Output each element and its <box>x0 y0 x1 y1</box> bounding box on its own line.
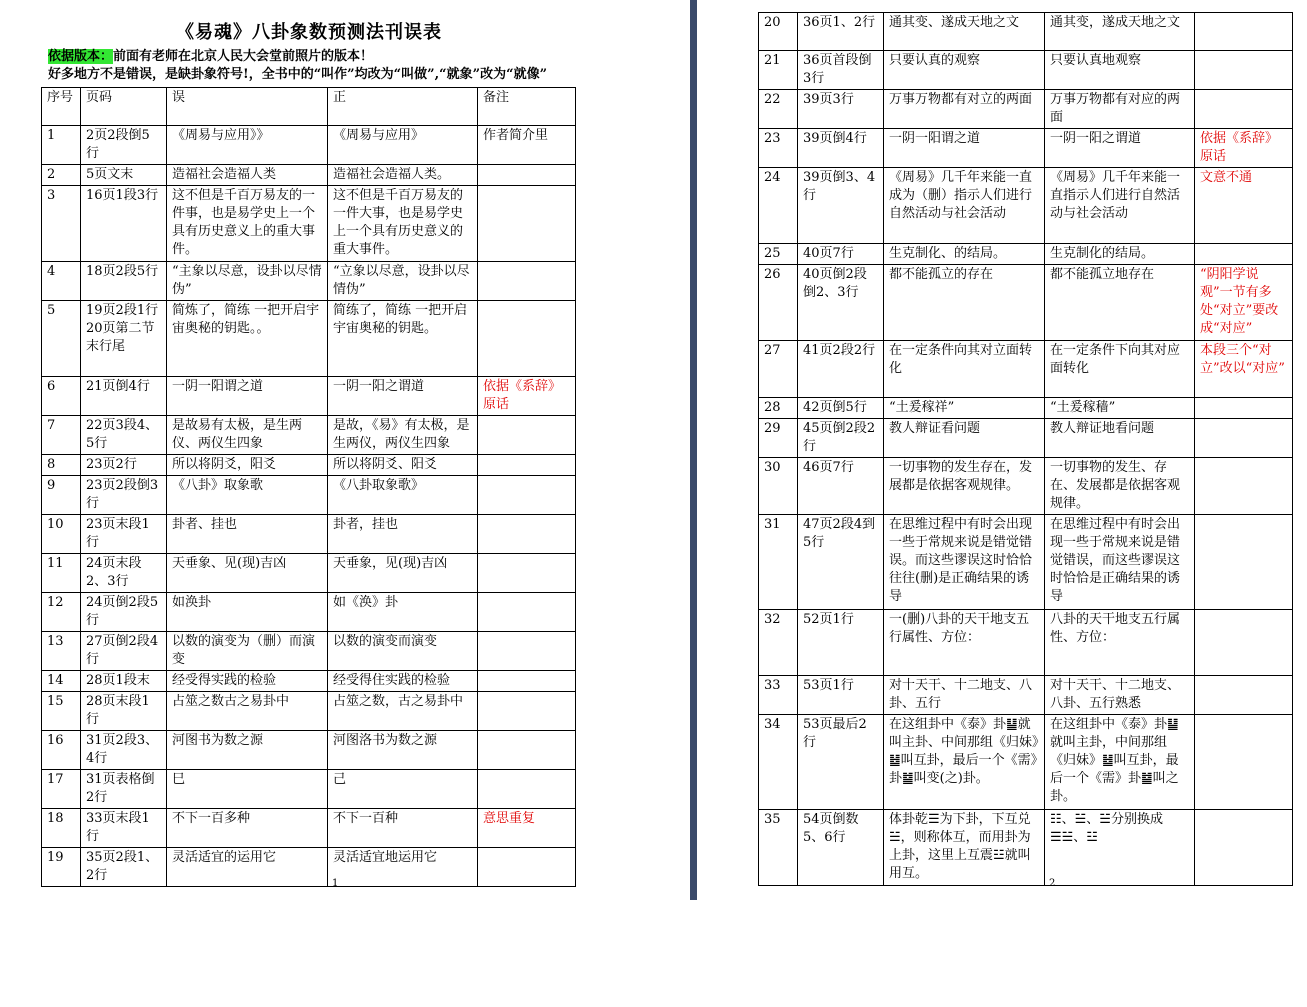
table-row <box>42 165 576 186</box>
general-note: 好多地方不是错误，是缺卦象符号!，全书中的“叫作”均改为“叫做”,“就象”改为“就像” <box>48 67 548 82</box>
table-row <box>759 244 1293 265</box>
row-note <box>478 476 576 515</box>
row-note <box>478 186 576 262</box>
row-note: 依据《系辞》原话 <box>1195 129 1293 168</box>
row-right: 不下一百种 <box>328 809 478 848</box>
table-row <box>42 770 576 809</box>
row-number: 11 <box>42 554 81 593</box>
row-page: 39页倒3、4行 <box>798 168 884 244</box>
page-divider <box>690 0 697 900</box>
table-row <box>42 416 576 455</box>
row-number: 23 <box>759 129 798 168</box>
row-page: 19页2段1行 20页第二节末行尾 <box>81 301 167 377</box>
row-wrong: “主象以尽意，设卦以尽情伪” <box>167 262 328 301</box>
doc-notes <box>48 48 688 84</box>
row-page: 40页7行 <box>798 244 884 265</box>
row-number: 14 <box>42 671 81 692</box>
row-wrong: 在这组卦中《泰》卦䷊就叫主卦、中间那组《归妹》䷵叫互卦，最后一个《需》卦䷄叫变(之)卦。 <box>884 715 1045 810</box>
row-right: 在思维过程中有时会出现一些于常规来说是错觉错误，而这些谬误这时恰恰是正确结果的诱导 <box>1045 515 1195 610</box>
row-right: 八卦的天干地支五行属性、方位： <box>1045 610 1195 676</box>
row-wrong: 体卦乾☰为下卦，下互兑☱，则称体互，而用卦为上卦，这里上互震☳就叫用互。 <box>884 810 1045 886</box>
table-row <box>42 126 576 165</box>
table-row <box>759 341 1293 398</box>
row-wrong: 一阴一阳谓之道 <box>167 377 328 416</box>
row-right: 己 <box>328 770 478 809</box>
row-right: 河图洛书为数之源 <box>328 731 478 770</box>
row-right: 教人辩证地看问题 <box>1045 419 1195 458</box>
row-page: 54页倒数5、6行 <box>798 810 884 886</box>
row-right: 在这组卦中《泰》卦䷊就叫主卦，中间那组《归妹》䷵叫互卦，最后一个《需》卦䷄叫之卦。 <box>1045 715 1195 810</box>
table-row <box>42 554 576 593</box>
row-right: 简练了，简练 一把开启宇宙奥秘的钥匙。 <box>328 301 478 377</box>
row-wrong: 不下一百多种 <box>167 809 328 848</box>
row-number: 6 <box>42 377 81 416</box>
row-wrong: 万事万物都有对立的两面 <box>884 90 1045 129</box>
row-note <box>1195 398 1293 419</box>
row-wrong: 对十天干、十二地支、八卦、五行 <box>884 676 1045 715</box>
row-wrong: 如涣卦 <box>167 593 328 632</box>
row-note <box>478 770 576 809</box>
row-right: 天垂象，见(现)吉凶 <box>328 554 478 593</box>
row-wrong: 《周易》几千年来能一直成为（删）指示人们进行自然活动与社会活动 <box>884 168 1045 244</box>
table-row <box>759 515 1293 610</box>
header-right: 正 <box>328 88 478 126</box>
row-right: 如《涣》卦 <box>328 593 478 632</box>
row-note <box>478 593 576 632</box>
row-right: 灵活适宜地运用它 <box>328 848 478 887</box>
row-number: 12 <box>42 593 81 632</box>
row-number: 29 <box>759 419 798 458</box>
header-note: 备注 <box>478 88 576 126</box>
row-right: “土爰稼穑” <box>1045 398 1195 419</box>
row-note <box>478 165 576 186</box>
row-page: 35页2段1、2行 <box>81 848 167 887</box>
row-number: 24 <box>759 168 798 244</box>
row-note <box>1195 515 1293 610</box>
row-note <box>1195 810 1293 886</box>
row-page: 36页1、2行 <box>798 13 884 51</box>
row-wrong: 造福社会造福人类 <box>167 165 328 186</box>
row-wrong: 一切事物的发生存在，发展都是依据客观规律。 <box>884 458 1045 515</box>
row-wrong: 河图书为数之源 <box>167 731 328 770</box>
row-number: 7 <box>42 416 81 455</box>
row-page: 53页1行 <box>798 676 884 715</box>
row-right: 占筮之数，古之易卦中 <box>328 692 478 731</box>
row-note <box>478 632 576 671</box>
row-wrong: 灵活适宜的运用它 <box>167 848 328 887</box>
row-number: 17 <box>42 770 81 809</box>
page-number: 1 <box>332 878 339 889</box>
row-wrong: 《八卦》取象歌 <box>167 476 328 515</box>
row-page: 46页7行 <box>798 458 884 515</box>
table-row <box>42 476 576 515</box>
row-wrong: 是故易有太极，是生两仪、两仪生四象 <box>167 416 328 455</box>
table-row <box>42 262 576 301</box>
table-header-row <box>42 88 576 126</box>
row-page: 39页3行 <box>798 90 884 129</box>
row-number: 30 <box>759 458 798 515</box>
row-wrong: 《周易与应用》》 <box>167 126 328 165</box>
row-note <box>1195 419 1293 458</box>
row-right: 生克制化的结局。 <box>1045 244 1195 265</box>
row-page: 18页2段5行 <box>81 262 167 301</box>
errata-table-page-1 <box>41 87 576 887</box>
row-page: 41页2段2行 <box>798 341 884 398</box>
row-note <box>1195 676 1293 715</box>
row-wrong: 只要认真的观察 <box>884 51 1045 90</box>
row-page: 31页2段3、4行 <box>81 731 167 770</box>
row-right: 都不能孤立地存在 <box>1045 265 1195 341</box>
row-note: 本段三个“对立”改以“对应” <box>1195 341 1293 398</box>
table-row <box>759 265 1293 341</box>
row-note <box>478 554 576 593</box>
row-note <box>1195 458 1293 515</box>
table-row <box>42 186 576 262</box>
row-page: 36页首段倒3行 <box>798 51 884 90</box>
table-row <box>42 731 576 770</box>
row-right: 所以将阴爻、阳爻 <box>328 455 478 476</box>
row-page: 40页倒2段倒2、3行 <box>798 265 884 341</box>
table-row <box>759 398 1293 419</box>
row-number: 16 <box>42 731 81 770</box>
row-right: 以数的演变而演变 <box>328 632 478 671</box>
table-row <box>759 51 1293 90</box>
row-wrong: 天垂象、见(现)吉凶 <box>167 554 328 593</box>
row-right: 一切事物的发生、存在、发展都是依据客观规律。 <box>1045 458 1195 515</box>
table-row <box>42 671 576 692</box>
row-number: 27 <box>759 341 798 398</box>
row-page: 42页倒5行 <box>798 398 884 419</box>
row-number: 35 <box>759 810 798 886</box>
row-right: 这不但是千百万易友的一件大事，也是易学史上一个具有历史意义的重大事件。 <box>328 186 478 262</box>
row-right: 《八卦取象歌》 <box>328 476 478 515</box>
row-note <box>1195 715 1293 810</box>
row-number: 20 <box>759 13 798 51</box>
table-row <box>759 610 1293 676</box>
row-number: 3 <box>42 186 81 262</box>
row-note <box>1195 13 1293 51</box>
row-note <box>1195 244 1293 265</box>
row-number: 33 <box>759 676 798 715</box>
header-wrong: 误 <box>167 88 328 126</box>
row-wrong: 都不能孤立的存在 <box>884 265 1045 341</box>
row-number: 15 <box>42 692 81 731</box>
row-wrong: 经受得实践的检验 <box>167 671 328 692</box>
table-row <box>42 515 576 554</box>
row-wrong: 所以将阴爻，阳爻 <box>167 455 328 476</box>
row-right: 造福社会造福人类。 <box>328 165 478 186</box>
row-number: 13 <box>42 632 81 671</box>
row-right: ☷、☱、☱分别换成☰☱、☳ <box>1045 810 1195 886</box>
row-page: 33页末段1行 <box>81 809 167 848</box>
edition-label: 依据版本： <box>48 49 114 64</box>
edition-text: 前面有老师在北京人民大会堂前照片的版本！ <box>113 49 374 64</box>
row-right: 是故，《易》有太极，是生两仪，两仪生四象 <box>328 416 478 455</box>
table-row <box>42 301 576 377</box>
row-note <box>1195 610 1293 676</box>
doc-title: 《易魂》八卦象数预测法刊误表 <box>176 22 442 43</box>
table-row <box>42 848 576 887</box>
row-page: 28页1段末 <box>81 671 167 692</box>
header-page: 页码 <box>81 88 167 126</box>
row-wrong: 在思维过程中有时会出现一些于常规来说是错觉错误。而这些谬误这时恰恰往往(删)是正确结果的诱导 <box>884 515 1045 610</box>
row-note <box>1195 51 1293 90</box>
page-number: 2 <box>1049 878 1056 889</box>
row-number: 21 <box>759 51 798 90</box>
row-number: 9 <box>42 476 81 515</box>
row-wrong: 占筮之数古之易卦中 <box>167 692 328 731</box>
row-page: 2页2段倒5行 <box>81 126 167 165</box>
row-wrong: 在一定条件向其对立面转化 <box>884 341 1045 398</box>
row-page: 22页3段4、5行 <box>81 416 167 455</box>
row-number: 5 <box>42 301 81 377</box>
row-note: “阴阳学说观”一节有多处“对立”要改成“对应” <box>1195 265 1293 341</box>
row-page: 16页1段3行 <box>81 186 167 262</box>
row-right: 《周易与应用》 <box>328 126 478 165</box>
row-number: 10 <box>42 515 81 554</box>
table-row <box>759 715 1293 810</box>
row-page: 23页2段倒3行 <box>81 476 167 515</box>
row-page: 21页倒4行 <box>81 377 167 416</box>
row-number: 25 <box>759 244 798 265</box>
table-row <box>42 377 576 416</box>
row-right: 一阴一阳之谓道 <box>328 377 478 416</box>
row-number: 1 <box>42 126 81 165</box>
row-wrong: 通其变、遂成天地之文 <box>884 13 1045 51</box>
row-number: 31 <box>759 515 798 610</box>
row-right: 在一定条件下向其对应面转化 <box>1045 341 1195 398</box>
row-page: 31页表格倒2行 <box>81 770 167 809</box>
row-note <box>478 671 576 692</box>
row-wrong: 卦者、挂也 <box>167 515 328 554</box>
table-row <box>42 455 576 476</box>
row-page: 39页倒4行 <box>798 129 884 168</box>
row-note: 意思重复 <box>478 809 576 848</box>
row-note <box>478 301 576 377</box>
row-note <box>478 416 576 455</box>
table-row <box>759 13 1293 51</box>
table-row <box>759 676 1293 715</box>
row-page: 47页2段4到5行 <box>798 515 884 610</box>
row-number: 32 <box>759 610 798 676</box>
row-wrong: 巳 <box>167 770 328 809</box>
table-row <box>759 810 1293 886</box>
row-note: 作者简介里 <box>478 126 576 165</box>
table-row <box>42 692 576 731</box>
row-right: 通其变，遂成天地之文 <box>1045 13 1195 51</box>
row-right: 经受得住实践的检验 <box>328 671 478 692</box>
row-page: 53页最后2行 <box>798 715 884 810</box>
row-note <box>478 692 576 731</box>
row-wrong: 一阴一阳谓之道 <box>884 129 1045 168</box>
row-page: 5页文末 <box>81 165 167 186</box>
row-note: 文意不通 <box>1195 168 1293 244</box>
row-number: 8 <box>42 455 81 476</box>
table-row <box>42 593 576 632</box>
row-right: 只要认真地观察 <box>1045 51 1195 90</box>
table-row <box>759 129 1293 168</box>
table-row <box>759 168 1293 244</box>
row-right: 一阴一阳之谓道 <box>1045 129 1195 168</box>
table-row <box>759 419 1293 458</box>
row-wrong: 简炼了，简练 一把开启宇宙奥秘的钥匙。。 <box>167 301 328 377</box>
row-note: 依据《系辞》原话 <box>478 377 576 416</box>
row-page: 24页倒2段5行 <box>81 593 167 632</box>
row-note <box>478 731 576 770</box>
header-no: 序号 <box>42 88 81 126</box>
row-wrong: “土爰稼祥” <box>884 398 1045 419</box>
row-right: 对十天干、十二地支、八卦、五行熟悉 <box>1045 676 1195 715</box>
row-note <box>478 262 576 301</box>
row-number: 28 <box>759 398 798 419</box>
row-page: 27页倒2段4行 <box>81 632 167 671</box>
row-number: 19 <box>42 848 81 887</box>
table-row <box>759 90 1293 129</box>
row-note <box>478 455 576 476</box>
row-page: 23页2行 <box>81 455 167 476</box>
row-page: 28页末段1行 <box>81 692 167 731</box>
row-note <box>478 848 576 887</box>
row-wrong: 以数的演变为（删）而演变 <box>167 632 328 671</box>
table-row <box>759 458 1293 515</box>
row-wrong: 教人辩证看问题 <box>884 419 1045 458</box>
row-right: 《周易》几千年来能一直指示人们进行自然活动与社会活动 <box>1045 168 1195 244</box>
row-right: “立象以尽意，设卦以尽情伪” <box>328 262 478 301</box>
page-1 <box>0 0 690 900</box>
row-number: 34 <box>759 715 798 810</box>
row-wrong: 一(删)八卦的天干地支五行属性、方位： <box>884 610 1045 676</box>
row-page: 24页末段2、3行 <box>81 554 167 593</box>
row-wrong: 这不但是千百万易友的一件事，也是易学史上一个具有历史意义上的重大事件。 <box>167 186 328 262</box>
row-right: 卦者，挂也 <box>328 515 478 554</box>
row-note <box>1195 90 1293 129</box>
row-page: 45页倒2段2行 <box>798 419 884 458</box>
row-number: 22 <box>759 90 798 129</box>
errata-table-page-2 <box>758 12 1293 886</box>
row-number: 4 <box>42 262 81 301</box>
row-note <box>478 515 576 554</box>
row-wrong: 生克制化、的结局。 <box>884 244 1045 265</box>
table-row <box>42 632 576 671</box>
row-number: 26 <box>759 265 798 341</box>
row-page: 23页末段1行 <box>81 515 167 554</box>
row-number: 18 <box>42 809 81 848</box>
row-right: 万事万物都有对应的两面 <box>1045 90 1195 129</box>
table-row <box>42 809 576 848</box>
row-page: 52页1行 <box>798 610 884 676</box>
row-number: 2 <box>42 165 81 186</box>
